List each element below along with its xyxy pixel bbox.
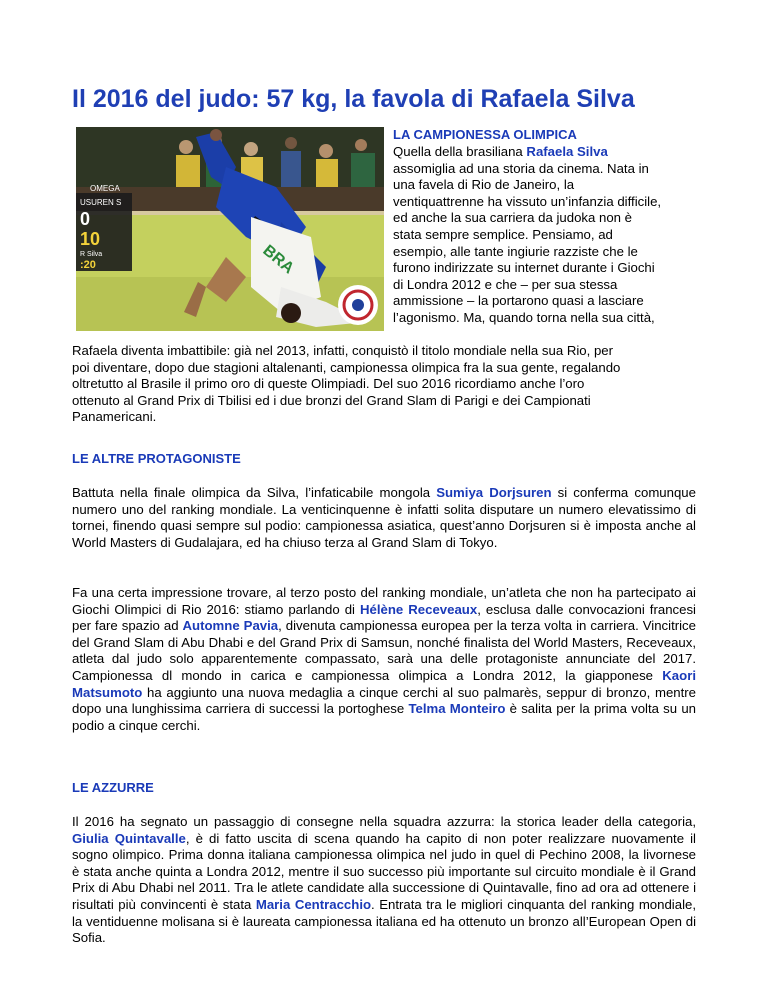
- text-run: Battuta nella finale olimpica da Silva, l’infaticabile mongola: [72, 485, 437, 500]
- section-heading-azzurre: LE AZZURRE: [72, 780, 154, 795]
- text-run: di Londra 2012 e che – per sua stessa: [393, 276, 618, 292]
- text-run: si conferma comunque numero uno del ranking mondiale. La venticinquenne è infatti solita disputare un numero elevatissimo di tornei, finendo quasi sempre sul podio: campionessa asiatica, quest’anno Dorjsuren si è imposta anche al World Masters di Gudalajara, ed ha chiuso terza al Grand Slam di Tokyo.: [72, 485, 696, 550]
- section-heading-protagoniste: LE ALTRE PROTAGONISTE: [72, 451, 241, 466]
- text-run: l’agonismo. Ma, quando torna nella sua città,: [393, 309, 655, 325]
- judogi-back-text: BRA: [259, 242, 297, 278]
- intro-full-line: oltretutto al Brasile il primo oro di queste Olimpiadi. Del suo 2016 ricordiamo anche l’oro: [72, 376, 585, 392]
- intro-full-line: ottenuto al Grand Prix di Tbilisi ed i due bronzi del Grand Slam di Parigi e dei Campionati: [72, 392, 591, 408]
- athlete-name: Automne Pavia: [182, 618, 279, 634]
- text-run: esempio, alle tante ingiurie razziste che le: [393, 243, 638, 259]
- text-run: stata sempre semplice. Pensiamo, ad: [393, 226, 613, 242]
- text-run: ha aggiunto una nuova medaglia a cinque cerchi al suo palmarès, seppur di bronzo, mentre dopo una lunghissima carriera di successi la portoghese: [72, 684, 696, 717]
- page-title: Il 2016 del judo: 57 kg, la favola di Rafaela Silva: [72, 85, 635, 113]
- intro-side-line: [393, 144, 703, 161]
- scoreboard-name-top: USUREN S: [80, 198, 122, 207]
- intro-paragraph-side: [393, 144, 703, 327]
- intro-side-line: [393, 244, 703, 261]
- intro-side-line: [393, 260, 703, 277]
- text-run: ed anche la sua carriera da judoka non è: [393, 210, 633, 226]
- text-run: ammissione – la portarono quasi a lasciare: [393, 293, 644, 309]
- intro-full-line: Rafaela diventa imbattibile: già nel 2013, infatti, conquistò il titolo mondiale nella sua Rio, per: [72, 343, 614, 358]
- text-run: , esclusa dalle convocazioni francesi per fare spazio ad: [72, 601, 696, 634]
- intro-paragraph-full: [72, 343, 702, 426]
- text-run: , divenuta campionessa europea per la terza volta in carriera. Vincitrice del Grand Slam di Abu Dhabi e del Grand Prix di Samsun, nonché finalista del World Masters, Receveaux, atleta dal judo solo apparentemente compassato, sarà una delle protagoniste annunciate del 2017. Campionessa dl mondo in carica e campionessa olimpica a Londra 2012, la giapponese: [72, 618, 696, 683]
- scoreboard-score-top: 0: [80, 209, 91, 229]
- intro-side-line: [393, 293, 703, 310]
- section-heading-campionessa: LA CAMPIONESSA OLIMPICA: [393, 127, 577, 142]
- text-run: una favela di Rio de Janeiro, la: [393, 177, 575, 193]
- intro-side-line: [393, 177, 703, 194]
- text-run: furono indirizzate su internet durante i Giochi: [393, 260, 655, 276]
- intro-side-line: [393, 227, 703, 244]
- text-run: ventiquattrenne ha vissuto un’infanzia difficile,: [393, 193, 662, 209]
- scoreboard-clock: :20: [80, 259, 96, 271]
- judo-photo: [76, 127, 384, 331]
- scoreboard-score-bottom: 10: [80, 229, 101, 249]
- athlete-name: Hélène Receveaux: [360, 601, 478, 617]
- intro-side-line: [393, 161, 703, 178]
- intro-side-line: [393, 194, 703, 211]
- protagoniste-paragraph-2: [72, 585, 696, 734]
- text-run: , è di fatto uscita di scena quando ha capito di non poter realizzare nuovamente il sogno olimpico. Prima donna italiana campionessa olimpica nel judo in quel di Pechino 2008, la livornese è stata anche quinta a Londra 2012, mentre il suo successo più importante sul circuito mondiale è il Grand Prix di Abu Dhabi nel 2011. Tra le atlete candidate alla successione di Quintavalle, fino ad ora ad ottenere i risultati più convincenti è stata: [72, 830, 696, 912]
- intro-full-line: poi diventare, dopo due stagioni altalenanti, campionessa olimpica fra la sua gente, regalando: [72, 359, 621, 375]
- text-run: . Entrata tra le migliori cinquanta del ranking mondiale, la ventiduenne molisana si è laureata campionessa italiana ed ha ottenuto un bronzo all’European Open di Sofia.: [72, 896, 696, 946]
- text-run: Il 2016 ha segnato un passaggio di consegne nella squadra azzurra: la storica leader della categoria,: [72, 814, 696, 829]
- intro-side-line: [393, 277, 703, 294]
- omega-logo: OMEGA: [90, 184, 120, 193]
- text-run: Fa una certa impressione trovare, al terzo posto del ranking mondiale, un’atleta che non ha partecipato ai Giochi Olimpici di Rio 2016: stiamo parlando di: [72, 585, 696, 617]
- scoreboard-name-bottom: R Silva: [80, 251, 103, 258]
- text-run: assomiglia ad una storia da cinema. Nata in: [393, 160, 649, 176]
- protagoniste-paragraph-1: [72, 485, 696, 551]
- athlete-name: Telma Monteiro: [408, 701, 506, 717]
- azzurre-paragraph-1: [72, 814, 696, 947]
- athlete-name: Maria Centracchio: [255, 896, 372, 912]
- text-run: Quella della brasiliana: [393, 144, 527, 159]
- athlete-name: Rafaela Silva: [526, 144, 608, 159]
- athlete-name: Sumiya Dorjsuren: [436, 485, 552, 500]
- athlete-name: Giulia Quintavalle: [72, 830, 186, 846]
- text-run: è salita per la prima volta su un podio a cinque cerchi.: [72, 701, 696, 733]
- intro-full-line: Panamericani.: [72, 409, 157, 425]
- judo-photo-illustration: [76, 127, 384, 331]
- athlete-name: Kaori Matsumoto: [72, 667, 696, 700]
- intro-side-line: [393, 210, 703, 227]
- intro-side-line: [393, 310, 703, 327]
